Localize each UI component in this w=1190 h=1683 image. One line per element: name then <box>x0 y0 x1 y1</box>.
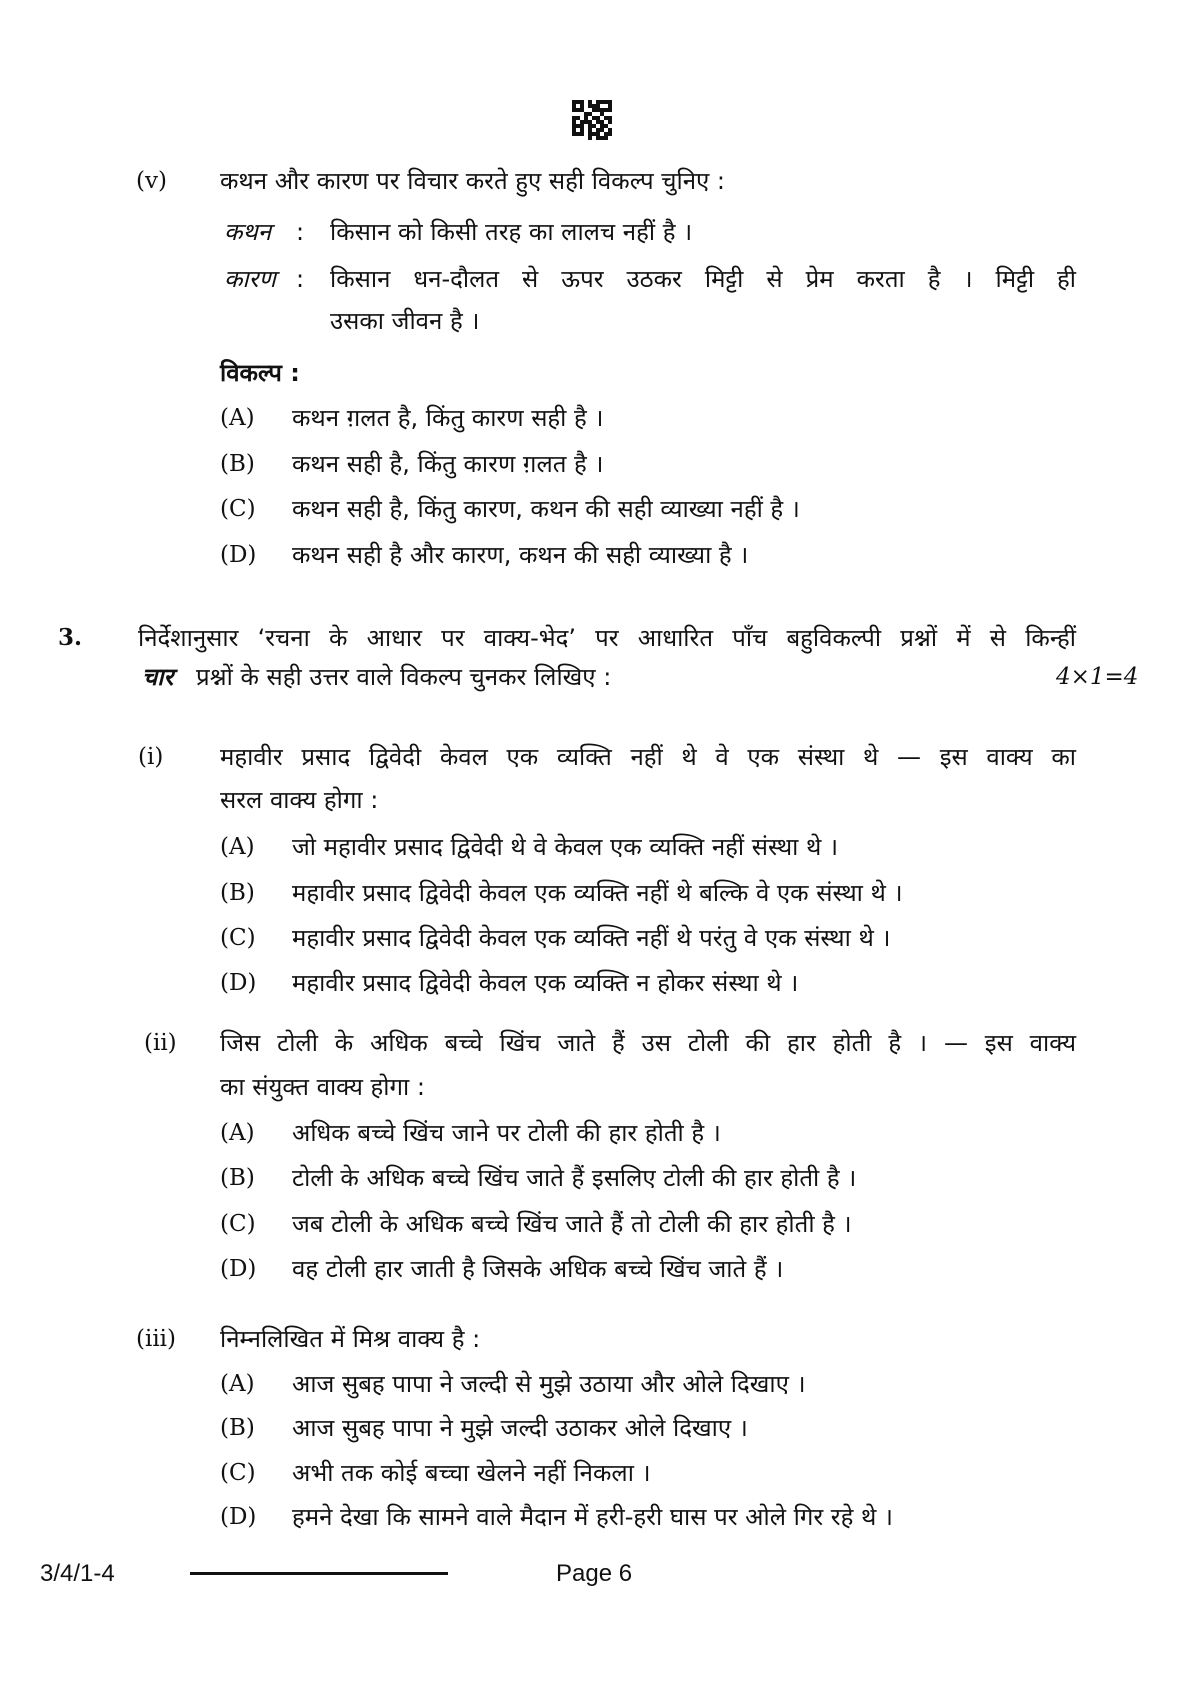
reason-label: कारण <box>224 265 276 293</box>
subquestion-label: (iii) <box>136 1326 177 1352</box>
option-text: जो महावीर प्रसाद द्विवेदी थे वे केवल एक व्यक्ति नहीं संस्था थे । <box>292 833 839 861</box>
option-label: (A) <box>220 1371 255 1397</box>
subquestion-text-line-1: महावीर प्रसाद द्विवेदी केवल एक व्यक्ति नहीं थे वे एक संस्था थे — इस वाक्य का <box>220 743 1076 771</box>
option-label: (A) <box>220 1120 255 1146</box>
option-label: (D) <box>220 1256 257 1282</box>
qr-code-icon <box>572 100 612 140</box>
option-text: महावीर प्रसाद द्विवेदी केवल एक व्यक्ति नहीं थे परंतु वे एक संस्था थे । <box>292 924 891 952</box>
subquestion-text-line-2: सरल वाक्य होगा : <box>220 786 379 814</box>
subquestion-label: (v) <box>136 168 167 194</box>
option-label: (C) <box>220 925 256 951</box>
question-number: 3. <box>58 624 83 651</box>
option-label: (D) <box>220 970 257 996</box>
option-text: वह टोली हार जाती है जिसके अधिक बच्चे खिंच जाते हैं । <box>292 1255 784 1283</box>
subquestion-label: (i) <box>138 744 164 770</box>
paper-code: 3/4/1-4 <box>40 1560 115 1587</box>
subquestion-label: (ii) <box>144 1030 177 1056</box>
reason-text-line-2: उसका जीवन है । <box>330 307 480 335</box>
reason-separator: : <box>296 265 305 293</box>
option-text: जब टोली के अधिक बच्चे खिंच जाते हैं तो टोली की हार होती है । <box>292 1210 852 1238</box>
option-label: (B) <box>220 1165 255 1191</box>
option-text: कथन सही है और कारण, कथन की सही व्याख्या है । <box>292 541 749 569</box>
option-text: आज सुबह पापा ने जल्दी से मुझे उठाया और ओले दिखाए । <box>292 1370 806 1398</box>
option-text: टोली के अधिक बच्चे खिंच जाते हैं इसलिए टोली की हार होती है । <box>292 1164 857 1192</box>
footer-divider <box>190 1572 448 1575</box>
option-label: (B) <box>220 451 255 477</box>
option-text: कथन ग़लत है, किंतु कारण सही है । <box>292 404 604 432</box>
subquestion-text-line-1: निम्नलिखित में मिश्र वाक्य है : <box>220 1325 481 1353</box>
question-instruction-line-1: निर्देशानुसार ‘रचना के आधार पर वाक्य-भेद’ पर आधारित पाँच बहुविकल्पी प्रश्नों में से किन्हीं <box>138 624 1076 652</box>
option-label: (C) <box>220 496 256 522</box>
assertion-label: कथन <box>224 218 272 246</box>
option-label: (D) <box>220 1504 257 1530</box>
assertion-separator: : <box>296 218 305 246</box>
subquestion-prompt: कथन और कारण पर विचार करते हुए सही विकल्प चुनिए : <box>220 167 726 195</box>
option-text: कथन सही है, किंतु कारण ग़लत है । <box>292 450 604 478</box>
option-text: हमने देखा कि सामने वाले मैदान में हरी-हरी घास पर ओले गिर रहे थे । <box>292 1503 894 1531</box>
option-text: महावीर प्रसाद द्विवेदी केवल एक व्यक्ति न होकर संस्था थे । <box>292 969 799 997</box>
instruction-emphasis: चार <box>142 663 174 691</box>
option-text: आज सुबह पापा ने मुझे जल्दी उठाकर ओले दिखाए । <box>292 1414 748 1442</box>
option-label: (A) <box>220 834 255 860</box>
option-text: महावीर प्रसाद द्विवेदी केवल एक व्यक्ति नहीं थे बल्कि वे एक संस्था थे । <box>292 879 903 907</box>
subquestion-text-line-1: जिस टोली के अधिक बच्चे खिंच जाते हैं उस टोली की हार होती है । — इस वाक्य <box>220 1029 1076 1057</box>
option-label: (B) <box>220 880 255 906</box>
question-instruction-line-2: प्रश्नों के सही उत्तर वाले विकल्प चुनकर लिखिए : <box>196 663 612 691</box>
options-heading: विकल्प : <box>220 359 300 387</box>
option-label: (D) <box>220 542 257 568</box>
marks: 4×1=4 <box>1056 664 1139 690</box>
option-text: कथन सही है, किंतु कारण, कथन की सही व्याख्या नहीं है । <box>292 495 800 523</box>
option-label: (C) <box>220 1211 256 1237</box>
option-label: (B) <box>220 1415 255 1441</box>
option-label: (C) <box>220 1460 256 1486</box>
reason-text-line-1: किसान धन-दौलत से ऊपर उठकर मिट्टी से प्रेम करता है । मिट्टी ही <box>330 265 1076 293</box>
subquestion-text-line-2: का संयुक्त वाक्य होगा : <box>220 1073 425 1101</box>
assertion-text: किसान को किसी तरह का लालच नहीं है । <box>330 218 693 246</box>
page-number: Page 6 <box>556 1560 633 1587</box>
option-text: अधिक बच्चे खिंच जाने पर टोली की हार होती है । <box>292 1119 721 1147</box>
option-label: (A) <box>220 405 255 431</box>
option-text: अभी तक कोई बच्चा खेलने नहीं निकला । <box>292 1459 651 1487</box>
